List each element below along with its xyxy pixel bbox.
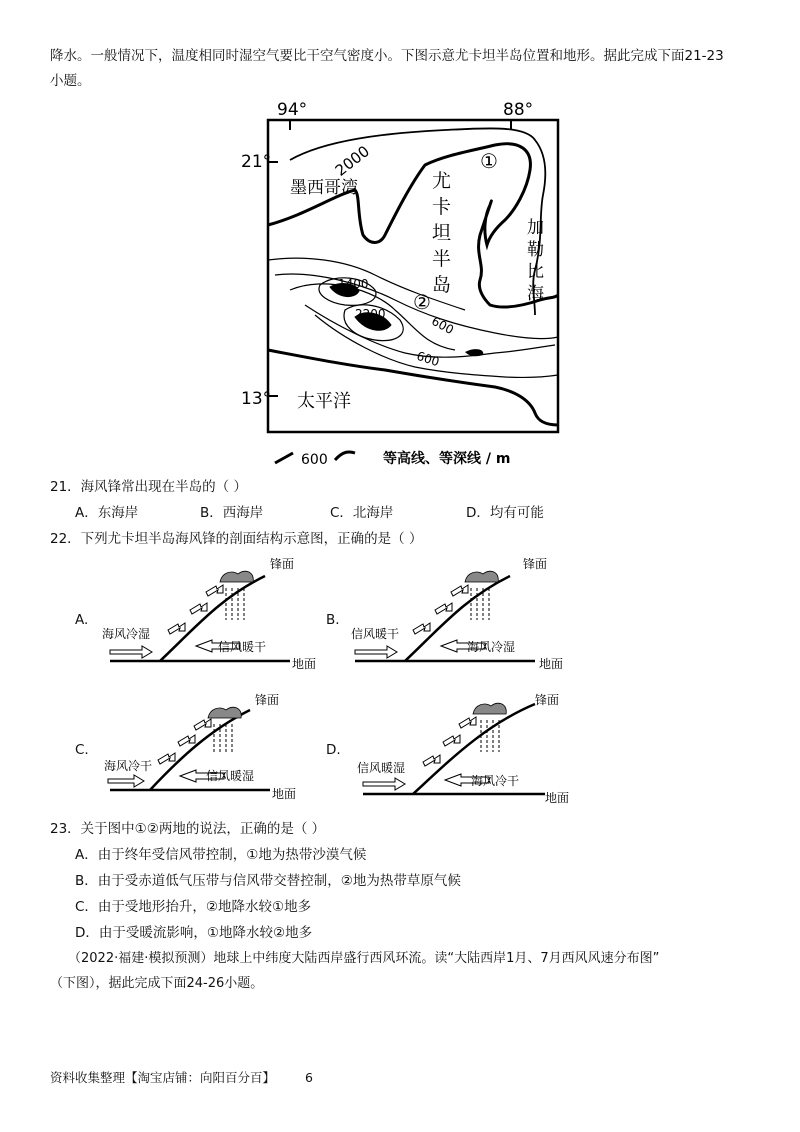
contour-1400-label: 1400 — [338, 277, 369, 291]
q22-b-right-label: 海风冷湿 — [467, 640, 516, 654]
contour-2000-label: 2000 — [331, 142, 373, 180]
q22-option-c-letter[interactable]: C. — [75, 742, 89, 758]
map-frame — [268, 120, 558, 432]
next-intro-line-2: （下图），据此完成下面24-26小题。 — [50, 976, 264, 991]
caribbean-label-1: 加 — [527, 218, 544, 238]
caribbean-label-2: 勒 — [527, 240, 544, 260]
contour-2000 — [290, 128, 545, 315]
lon-94-label: 94° — [277, 100, 308, 120]
peninsula-label-5: 岛 — [432, 274, 452, 296]
q22-diagram-a — [100, 558, 330, 673]
peninsula-coastline — [268, 144, 558, 307]
q22-diagram-b — [345, 558, 575, 673]
contour-600-label-b: 600 — [414, 348, 442, 370]
q22-diagram-c — [100, 690, 330, 805]
q22-stem: 22．下列尤卡坦半岛海风锋的剖面结构示意图，正确的是（ ） — [50, 531, 423, 547]
intro-line-1: 降水。一般情况下，温度相同时湿空气要比干空气密度小。下图示意尤卡坦半岛位置和地形。据此完成下面21-23 — [50, 48, 724, 64]
q22-c-right-label: 信风暖湿 — [206, 769, 255, 783]
q23-stem: 23．关于图中①②两地的说法，正确的是（ ） — [50, 821, 326, 837]
marker-2: ② — [413, 290, 431, 314]
q21-option-a[interactable]: A．东海岸 — [75, 505, 139, 521]
gulf-of-mexico-label: 墨西哥湾 — [290, 178, 358, 198]
q22-d-front-label: 锋面 — [535, 693, 560, 707]
pacific-coastline — [268, 350, 558, 425]
q22-a-left-label: 海风冷湿 — [102, 627, 151, 641]
q21-stem: 21．海风锋常出现在半岛的（ ） — [50, 479, 247, 495]
next-intro-line-1: （2022·福建·模拟预测）地球上中纬度大陆西岸盛行西风环流。读“大陆西岸1月、7月西风风速分布图” — [68, 951, 660, 966]
q22-c-front-label: 锋面 — [255, 693, 280, 707]
q22-diagram-d — [355, 690, 595, 805]
q22-option-d-letter[interactable]: D. — [326, 742, 341, 758]
q22-a-front-label: 锋面 — [270, 558, 295, 571]
q22-c-ground-label: 地面 — [272, 787, 297, 801]
caribbean-label-4: 海 — [527, 284, 544, 304]
q22-option-a-letter[interactable]: A. — [75, 612, 89, 628]
q22-b-front-label: 锋面 — [523, 558, 548, 571]
lat-21-label: 21° — [241, 152, 272, 172]
q21-option-b[interactable]: B．西海岸 — [200, 505, 264, 521]
q21-option-d[interactable]: D．均有可能 — [466, 505, 544, 521]
peninsula-label-1: 尤 — [432, 170, 452, 192]
q22-b-left-label: 信风暖干 — [351, 627, 400, 641]
q23-option-c[interactable]: C．由于受地形抬升，②地降水较①地多 — [75, 899, 312, 915]
q22-d-right-label: 海风冷干 — [471, 774, 520, 788]
caribbean-label-3: 比 — [527, 262, 544, 282]
q22-d-ground-label: 地面 — [545, 791, 570, 805]
footer-page-number: 6 — [305, 1070, 313, 1085]
contour-600-label-a: 600 — [429, 313, 456, 338]
q21-option-c[interactable]: C．北海岸 — [330, 505, 394, 521]
peninsula-label-2: 卡 — [432, 196, 452, 218]
lon-88-label: 88° — [503, 100, 534, 120]
footer-source: 资料收集整理【淘宝店铺：向阳百分百】 — [50, 1070, 276, 1085]
marker-1: ① — [480, 149, 498, 173]
q22-d-left-label: 信风暖湿 — [357, 761, 406, 775]
q23-option-b[interactable]: B．由于受赤道低气压带与信风带交替控制，②地为热带草原气候 — [75, 873, 461, 889]
q22-c-left-label: 海风冷干 — [104, 759, 153, 773]
intro-line-2: 小题。 — [50, 73, 91, 89]
peninsula-label-3: 坦 — [432, 222, 452, 244]
q23-option-a[interactable]: A．由于终年受信风带控制，①地为热带沙漠气候 — [75, 847, 367, 863]
legend-value: 600 — [301, 452, 328, 468]
q22-a-right-label: 信风暖干 — [218, 640, 267, 654]
q22-option-b-letter[interactable]: B. — [326, 612, 340, 628]
pacific-label: 太平洋 — [297, 391, 351, 412]
yucatan-map — [235, 95, 565, 475]
q23-option-d[interactable]: D．由于受暖流影响，①地降水较②地多 — [75, 925, 313, 941]
q22-a-ground-label: 地面 — [292, 657, 317, 671]
peninsula-label-4: 半 — [432, 248, 452, 270]
q22-b-ground-label: 地面 — [539, 657, 564, 671]
legend-text: 等高线、等深线 / m — [383, 451, 511, 467]
lat-13-label: 13° — [241, 389, 272, 409]
contour-2200-label: 2200 — [355, 307, 386, 321]
